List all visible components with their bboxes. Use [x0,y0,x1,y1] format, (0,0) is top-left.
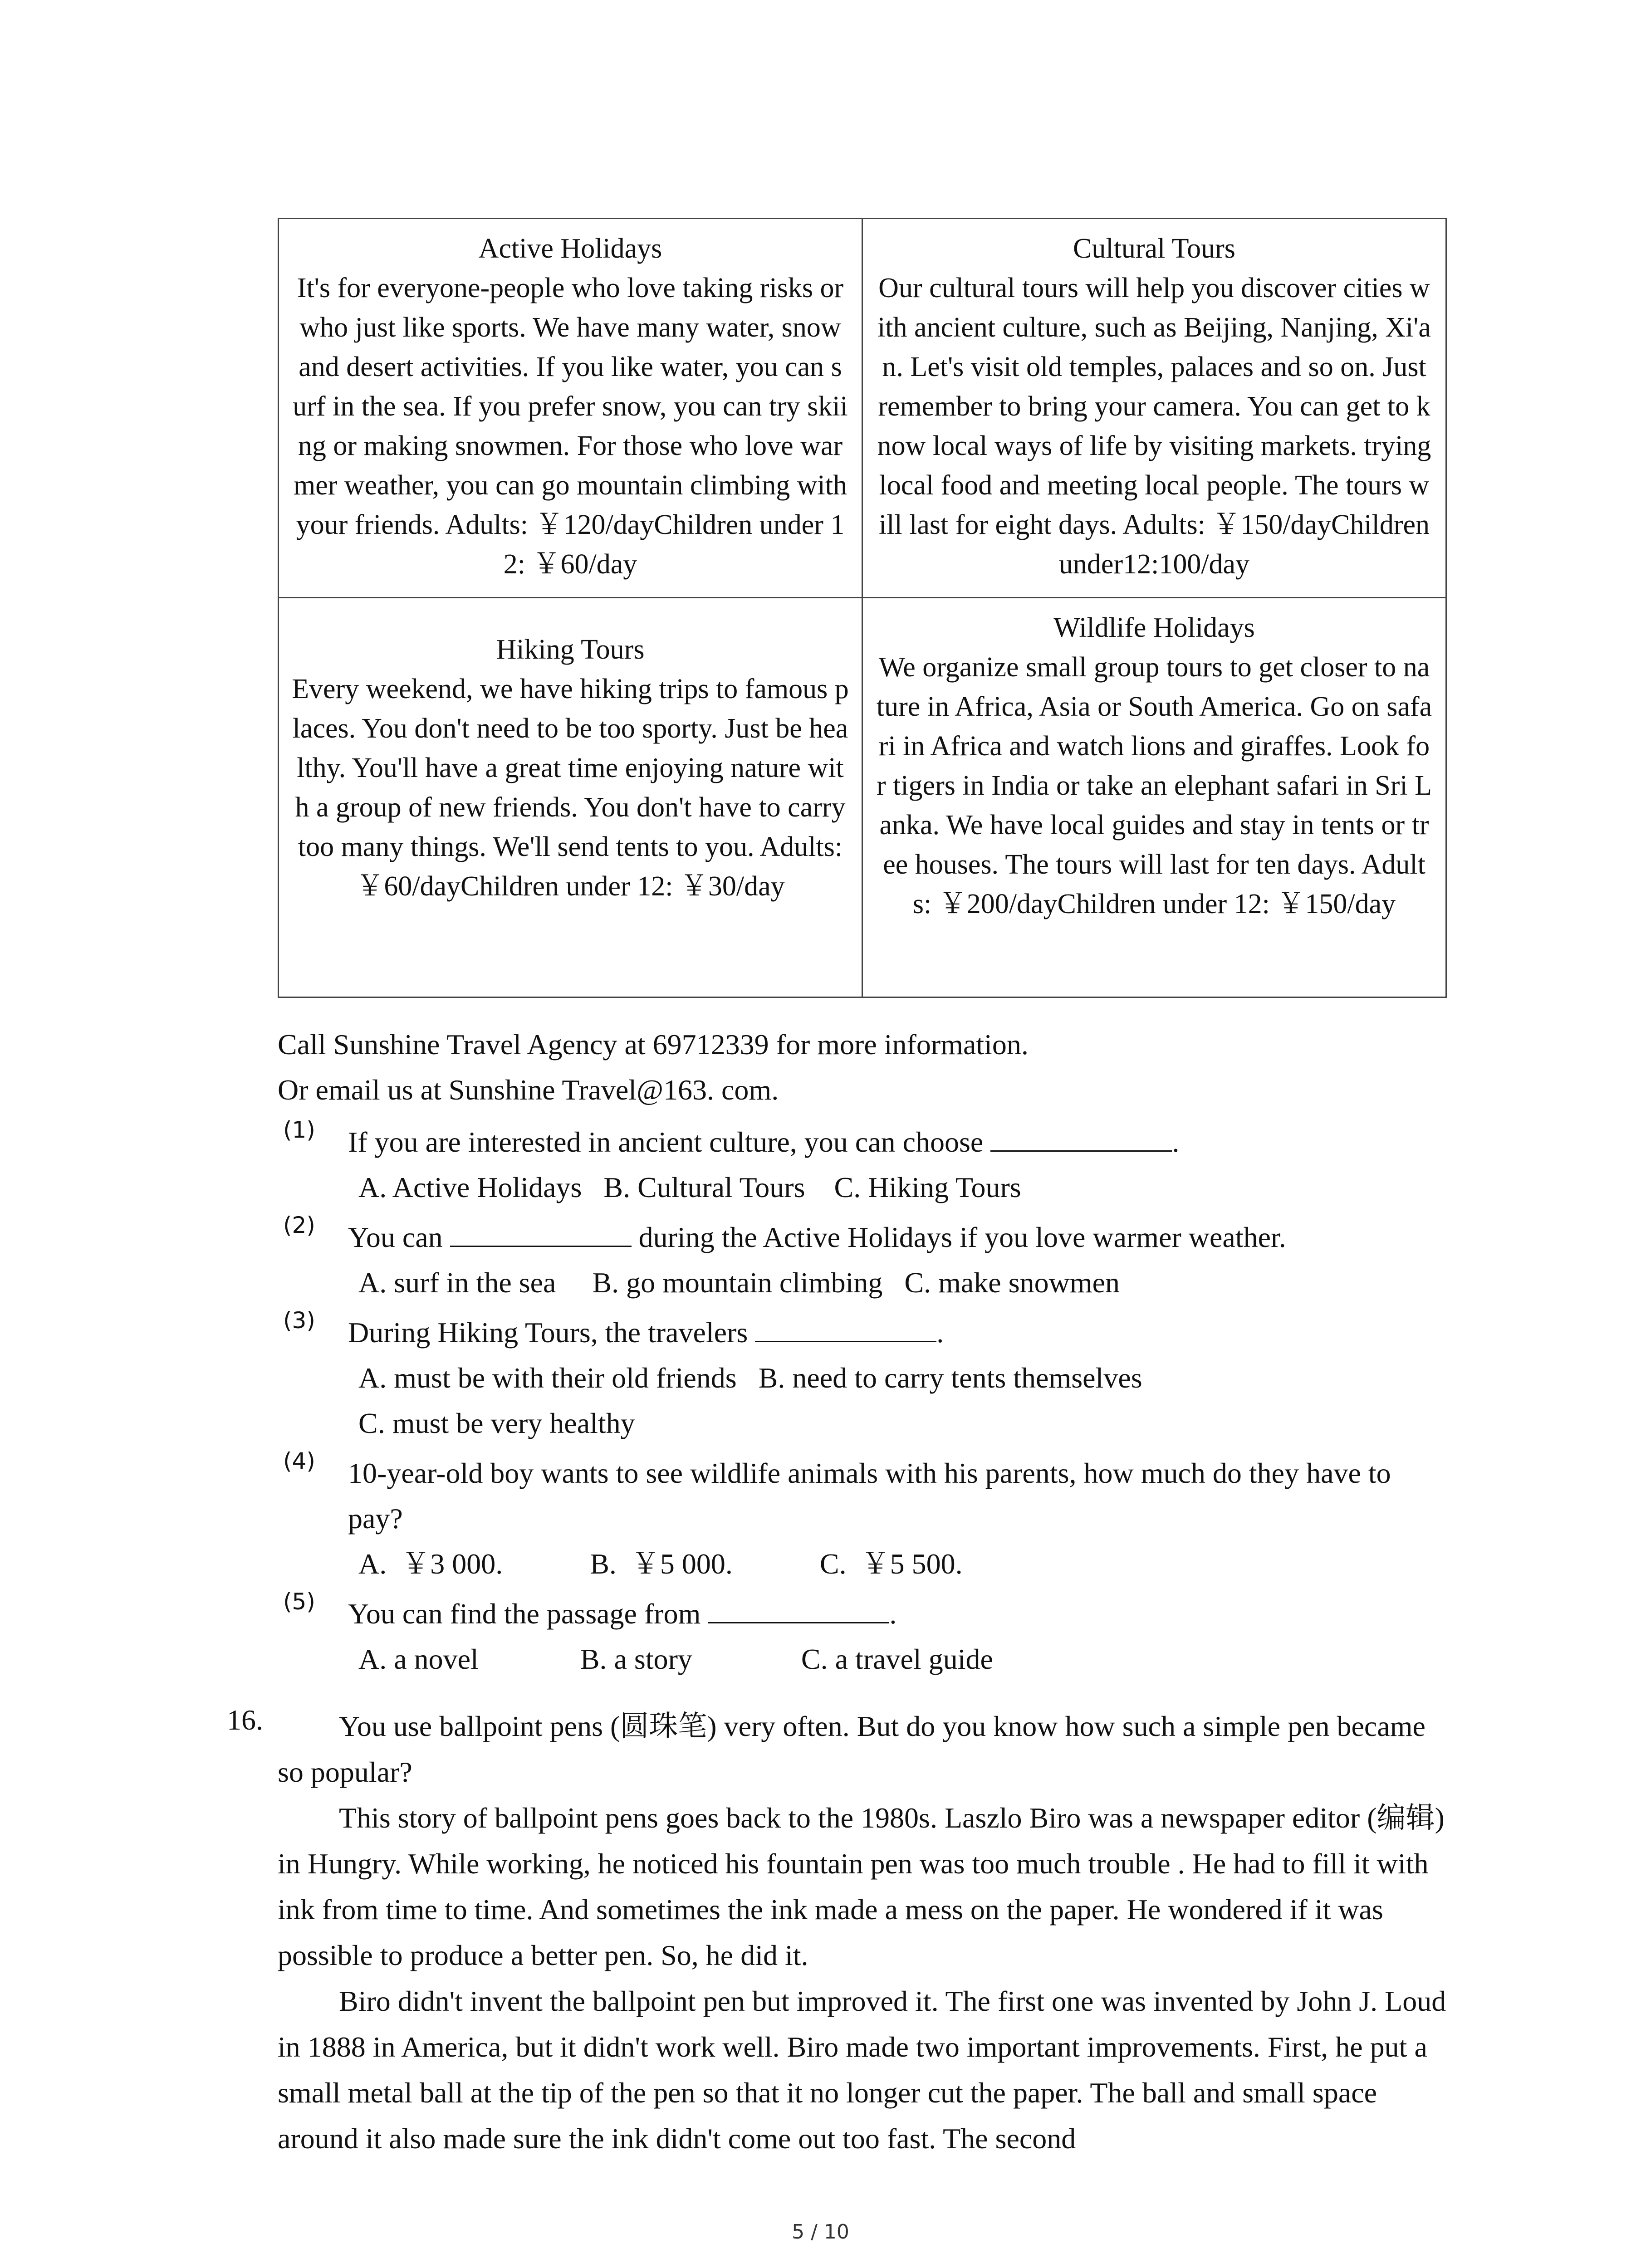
ad-active-holidays [279,219,862,598]
question-number: (1) [283,1117,315,1143]
question-options: A. Active Holidays B. Cultural Tours C. Hiking Tours [358,1171,1021,1203]
answer-blank [755,1312,936,1342]
answer-blank [708,1593,889,1623]
page-number: 5 / 10 [792,2220,849,2244]
ad-body: We organize small group tours to get closer to nature in Africa, Asia or South America. Go on safari in Africa and watch lions and giraffes. Look for tigers in India or take an elephant safari in Sri Lanka. We have local guides and stay in tents or tree houses. The tours will last for ten days. Adults: ￥200/dayChildren under 12: ￥150/day [876,652,1432,919]
ad-title: Active Holidays [478,233,662,264]
answer-blank [450,1217,632,1247]
question-stem [348,1215,1446,1260]
stem-text: You can find the passage from [348,1598,708,1630]
contact-phone: Call Sunshine Travel Agency at 69712339 for more information. [278,1028,1029,1061]
question-number: (5) [283,1589,315,1615]
question-number: (4) [283,1448,315,1474]
passage-paragraph: This story of ballpoint pens goes back to the 1980s. Laszlo Biro was a newspaper editor (编辑) in Hungry. While working, he noticed his fountain pen was too much trouble . He had to fill it with ink from time to time. And sometimes the ink made a mess on the paper. He wondered if it was possible to produce a better pen. So, he did it. [278,1802,1445,1971]
ad-hiking-tours [279,598,862,997]
question-options: A. a novel B. a story C. a travel guide [358,1643,993,1675]
ad-title: Wildlife Holidays [1053,612,1255,643]
ad-body: Every weekend, we have hiking trips to famous places. You don't need to be too sporty. Just be healthy. You'll have a great time enjoying nature with a group of new friends. You don't have to carry too many things. We'll send tents to you. Adults: ￥60/dayChildren under 12: ￥30/day [292,674,849,902]
question-stem [348,1310,1446,1355]
stem-text: You can [348,1221,450,1253]
stem-text: If you are interested in ancient culture, you can choose [348,1126,991,1158]
question-stem [348,1119,1446,1165]
ad-cultural-tours [862,219,1446,598]
contact-email: Or email us at Sunshine Travel@163. com. [278,1074,779,1106]
stem-text: during the Active Holidays if you love warmer weather. [631,1221,1286,1253]
question-stem: 10-year-old boy wants to see wildlife animals with his parents, how much do they have to pay? [348,1457,1391,1535]
stem-text: . [1172,1126,1180,1158]
question-options: A. must be with their old friends B. need to carry tents themselves [358,1362,1142,1394]
stem-text: . [936,1316,944,1349]
passage-paragraph: Biro didn't invent the ballpoint pen but improved it. The first one was invented by John J. Loud in 1888 in America, but it didn't work well. Biro made two important improvements. First, he put a small metal ball at the tip of the pen so that it no longer cut the paper. The ball and small space around it also made sure the ink didn't come out too fast. The second [278,1985,1446,2155]
question-options: C. must be very healthy [358,1407,635,1439]
reading-passage [278,1703,1448,2161]
ad-title: Hiking Tours [496,634,645,665]
ad-body: It's for everyone-people who love taking risks or who just like sports. We have many water, snow and desert activities. If you like water, you can surf in the sea. If you prefer snow, you can try skiing or making snowmen. For those who love warmer weather, you can go mountain climbing with your friends. Adults: ￥120/dayChildren under 12: ￥60/day [293,273,848,580]
stem-text: During Hiking Tours, the travelers [348,1316,755,1349]
question-stem [348,1591,1446,1637]
answer-blank [990,1121,1172,1152]
ad-body: Our cultural tours will help you discover cities with ancient culture, such as Beijing, Nanjing, Xi'an. Let's visit old temples, palaces and so on. Just remember to bring your camera. You can get to know local ways of life by visiting markets. trying local food and meeting local people. The tours will last for eight days. Adults: ￥150/dayChildren under12:100/day [877,273,1431,580]
question-options: A. ￥3 000. B. ￥5 000. C. ￥5 500. [358,1548,963,1580]
question-number: (3) [283,1307,315,1334]
ad-wildlife-holidays [862,598,1446,997]
passage-paragraph: You use ballpoint pens (圆珠笔) very often. But do you know how such a simple pen became so popular? [278,1710,1425,1788]
passage-number: 16. [227,1704,263,1736]
ad-title: Cultural Tours [1073,233,1235,264]
question-options: A. surf in the sea B. go mountain climbing C. make snowmen [358,1266,1120,1299]
question-number: (2) [283,1212,315,1238]
travel-ads-table [278,218,1447,998]
stem-text: . [889,1598,897,1630]
